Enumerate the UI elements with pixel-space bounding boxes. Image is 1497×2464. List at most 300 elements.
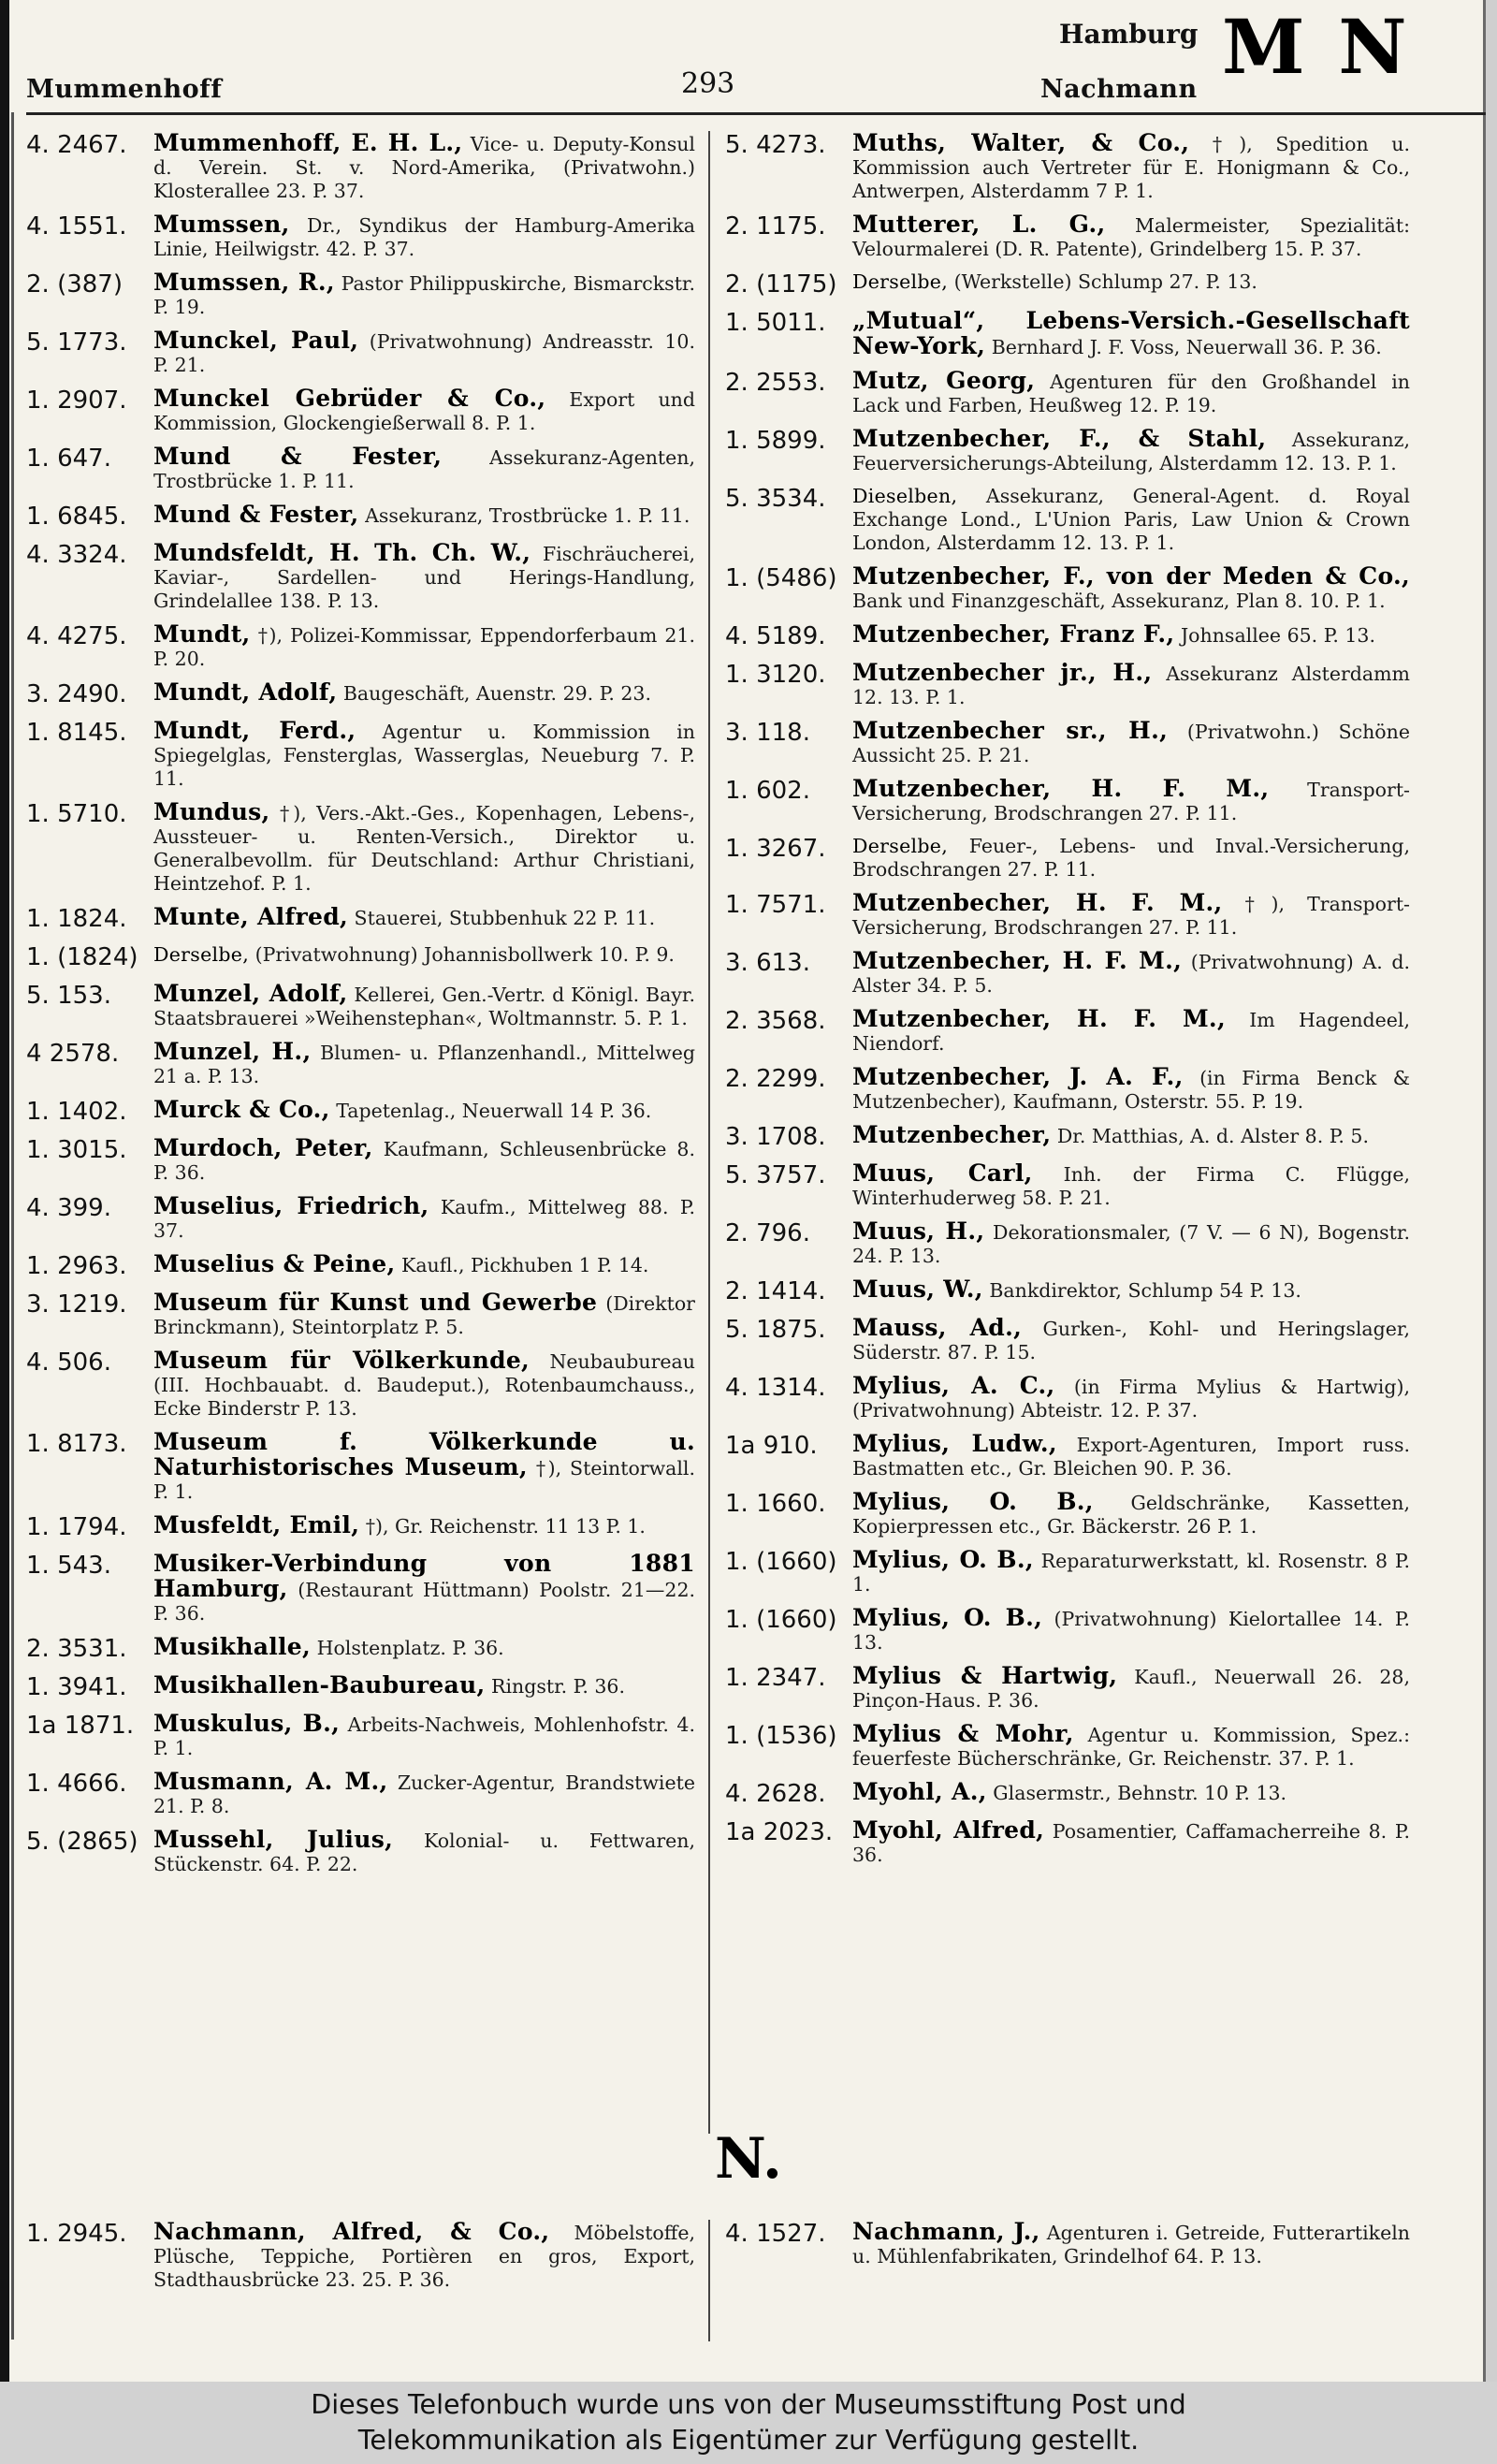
subscriber-name: Muselius & Peine, [153,1250,396,1277]
directory-entry [26,1770,695,1818]
subscriber-details: Arbeits-Nachweis, Mohlenhofstr. 4. P. 1. [153,1713,695,1759]
directory-entry [26,905,695,934]
directory-entry [725,891,1410,940]
subscriber-name: Derselbe, [852,835,949,857]
phone-number: 4. 399. [26,1194,111,1222]
book-spine-shadow [0,0,9,2382]
directory-entry [725,1007,1410,1056]
page-edge [1483,0,1497,2382]
phone-number: 4. 2467. [26,131,127,159]
subscriber-name: Museum f. Völkerkunde u. Naturhistorisches Museum, [153,1428,695,1480]
subscriber-name: Mund & Fester, [153,443,443,470]
entry-text [153,1673,695,1702]
subscriber-name: Munzel, H., [153,1038,312,1065]
directory-entry [725,427,1410,475]
entry-text [153,270,695,319]
directory-entry [26,212,695,261]
phone-number: 1. 4666. [26,1770,127,1798]
subscriber-details: (Direktor Brinckmann), Steintorplatz P. 5. [153,1292,695,1338]
phone-number: 1. 543. [26,1552,111,1580]
margin-line [11,112,14,2340]
subscriber-details: Assekuranz-Agenten, Trostbrücke 1. P. 11. [153,446,695,492]
phone-number: 2. 2299. [725,1065,826,1093]
subscriber-details: Assekuranz Alsterdamm 12. 13. P. 1. [852,663,1410,708]
phone-number: 3. 1219. [26,1290,127,1319]
subscriber-name: Mutz, Georg, [852,367,1036,394]
directory-entry [725,1722,1410,1771]
phone-number: 2. 3568. [725,1007,826,1035]
directory-entry [26,1552,695,1626]
subscriber-name: Mylius & Mohr, [852,1720,1074,1747]
directory-entry [725,270,1410,299]
subscriber-name: Mumssen, [153,211,290,238]
subscriber-details: Fischräucherei, Kaviar-, Sardellen- und Herings-Handlung, Grindelallee 138. P. 13. [153,543,695,612]
subscriber-details: Kaufmann, Schleusenbrücke 8. P. 36. [153,1138,695,1184]
entry-text [153,2220,695,2292]
directory-entry [26,1349,695,1421]
entry-text [852,485,1410,555]
subscriber-name: Mutzenbecher, H. F. M., [852,775,1270,802]
directory-entry [26,680,695,709]
directory-entry [725,949,1410,998]
subscriber-name: Murck & Co., [153,1096,330,1123]
phone-number: 4. 1527. [725,2220,826,2248]
subscriber-details: Im Hagendeel, Niendorf. [852,1009,1410,1055]
directory-entry [725,1161,1410,1210]
directory-entry [725,564,1410,613]
entry-text [852,1374,1410,1422]
directory-entry [725,1664,1410,1713]
entry-text [153,445,695,493]
subscriber-name: Mumssen, R., [153,269,335,296]
directory-entry [725,1548,1410,1596]
phone-number: 1. 2963. [26,1252,127,1280]
entry-text [852,270,1410,299]
phone-number: 1. 5710. [26,800,127,828]
subscriber-name: Muskulus, B., [153,1710,341,1737]
directory-entry [725,719,1410,767]
directory-entry [26,386,695,435]
phone-number: 4 2578. [26,1040,120,1068]
subscriber-name: Muus, H., [852,1217,985,1245]
subscriber-details: †), Transport-Versicherung, Brodschrangen 27. P. 11. [852,893,1410,939]
phone-number: 1a 1871. [26,1712,135,1740]
subscriber-details: Baugeschäft, Auenstr. 29. P. 23. [342,682,651,705]
subscriber-details: †), Vers.-Akt.-Ges., Kopenhagen, Lebens-, Aussteuer- u. Renten-Versich., Direktor u. Generalbevollm. für Deutschland: Arthur Christiani, Heintzehof. P. 1. [153,802,695,895]
entry-text [153,1136,695,1185]
subscriber-name: Mutzenbecher, F., von der Meden & Co., [852,562,1410,590]
directory-entry [26,982,695,1030]
phone-number: 4. 2628. [725,1780,826,1808]
entry-text [852,1606,1410,1655]
phone-number: 4. 5189. [725,622,826,650]
phone-number: 1. 8145. [26,719,127,747]
subscriber-name: Dieselben, [852,485,958,507]
subscriber-name: Munckel Gebrüder & Co., [153,385,546,412]
entry-text [852,427,1410,475]
entry-text [153,212,695,261]
entry-text [153,622,695,671]
directory-entry [725,1818,1410,1867]
header-city: Hamburg [1059,19,1199,50]
directory-entry [725,309,1410,359]
subscriber-details: Tapetenlag., Neuerwall 14 P. 36. [336,1100,652,1122]
entry-text [153,1430,695,1504]
directory-entry [26,131,695,203]
subscriber-details: Agentur u. Kommission, Spez.: feuerfeste Bücherschränke, Gr. Reichenstr. 37. P. 1. [852,1724,1410,1770]
entry-text [153,1290,695,1339]
entry-text [153,1828,695,1876]
phone-number: 1. 1660. [725,1490,826,1518]
phone-number: 3. 2490. [26,680,127,708]
subscriber-name: Mutzenbecher, H. F. M., [852,1005,1226,1032]
subscriber-name: Munckel, Paul, [153,327,359,354]
entry-text [153,1712,695,1760]
subscriber-name: Mylius, O. B., [852,1604,1043,1631]
directory-entry [26,1040,695,1088]
subscriber-details: Assekuranz, Feuerversicherungs-Abteilung, Alsterdamm 12. 13. P. 1. [852,429,1410,474]
directory-entry [26,943,695,972]
directory-entry [725,1065,1410,1114]
subscriber-details: (Privatwohnung) A. d. Alster 34. P. 5. [852,951,1410,997]
subscriber-details: (in Firma Benck & Mutzenbecher), Kaufmann, Osterstr. 55. P. 19. [852,1067,1410,1113]
directory-entry [26,1673,695,1702]
subscriber-name: Mutzenbecher, [852,1121,1052,1148]
subscriber-details: Dekorationsmaler, (7 V. — 6 N), Bogenstr. 24. P. 13. [852,1221,1410,1267]
directory-entry [725,1277,1410,1306]
subscriber-name: Museum für Kunst und Gewerbe [153,1289,598,1316]
directory-entry [26,1252,695,1281]
phone-number: 1. 1402. [26,1098,127,1126]
subscriber-name: Mundus, [153,798,270,825]
subscriber-name: Mylius, O. B., [852,1546,1034,1573]
phone-number: 1. 5899. [725,427,826,455]
subscriber-details: (Werkstelle) Schlump 27. P. 13. [953,270,1257,293]
phone-number: 1. 5011. [725,309,826,337]
subscriber-name: Musikhalle, [153,1633,312,1660]
phone-number: 1. 3120. [725,661,826,689]
entry-text [852,1432,1410,1480]
entry-text [153,905,695,934]
subscriber-name: Mundt, Ferd., [153,717,356,744]
subscriber-details: (Privatwohnung) Kielortallee 14. P. 13. [852,1608,1410,1654]
entry-text [153,503,695,532]
subscriber-name: Nachmann, J., [852,2218,1040,2245]
header-first-entry: Mummenhoff [26,75,223,104]
subscriber-details: Dr., Syndikus der Hamburg-Amerika Linie, Heilwigstr. 42. P. 37. [153,214,695,260]
phone-number: 1. 1794. [26,1513,127,1541]
phone-number: 2. 1175. [725,212,826,241]
subscriber-details: Assekuranz, Trostbrücke 1. P. 11. [365,504,690,527]
entry-text [153,1770,695,1818]
subscriber-details: Kellerei, Gen.-Vertr. d Königl. Bayr. Staatsbrauerei »Weihenstephan«, Woltmannstr. 5. P. 1. [153,984,695,1029]
directory-entry [26,541,695,613]
subscriber-details: Kaufl., Neuerwall 26. 28, Pinçon-Haus. P. 36. [852,1666,1410,1712]
phone-number: 1. (5486) [725,564,837,592]
subscriber-details: (in Firma Mylius & Hartwig), (Privatwohnung) Abteistr. 12. P. 37. [852,1376,1410,1422]
phone-number: 5. 3534. [725,485,826,513]
subscriber-name: Mundsfeldt, H. Th. Ch. W., [153,539,531,566]
directory-entry [725,485,1410,555]
phone-number: 5. 1875. [725,1316,826,1344]
subscriber-name: Mylius & Hartwig, [852,1662,1118,1689]
entry-text [852,777,1410,825]
directory-entry [725,1374,1410,1422]
subscriber-name: Mutzenbecher sr., H., [852,717,1169,744]
subscriber-details: †), Steintorwall. P. 1. [153,1457,696,1503]
subscriber-name: Derselbe, [852,270,949,293]
subscriber-name: Mussehl, Julius, [153,1826,394,1853]
directory-entry [725,622,1410,651]
subscriber-name: Mundt, [153,620,251,648]
subscriber-name: Museum für Völkerkunde, [153,1347,530,1374]
phone-number: 1a 2023. [725,1818,834,1846]
phone-number: 1. 1824. [26,905,127,933]
phone-number: 4. 1314. [725,1374,826,1402]
subscriber-details: Agenturen für den Großhandel in Lack und Farben, Heußweg 12. P. 19. [852,371,1410,416]
phone-number: 1. 2347. [725,1664,826,1692]
subscriber-name: Mutzenbecher, H. F. M., [852,889,1223,916]
entry-text [852,1161,1410,1210]
directory-entry [26,2220,695,2292]
entry-text [153,541,695,613]
entry-text [852,369,1410,417]
phone-number: 5. 1773. [26,328,127,357]
subscriber-name: Muus, Carl, [852,1159,1033,1187]
phone-number: 4. 1551. [26,212,127,241]
subscriber-name: Mundt, Adolf, [153,678,338,706]
entry-text [153,800,695,896]
subscriber-details: Transport-Versicherung, Brodschrangen 27. P. 11. [852,779,1410,824]
entry-text [153,1040,695,1088]
subscriber-details: Bank und Finanzgeschäft, Assekuranz, Plan 8. 10. P. 1. [852,590,1386,612]
phone-number: 2. 2553. [725,369,826,397]
entry-text [852,1123,1410,1152]
phone-number: 1. 8173. [26,1430,127,1458]
directory-entry [725,1219,1410,1268]
subscriber-details: Dr. Matthias, A. d. Alster 8. P. 5. [1056,1125,1369,1147]
subscriber-name: Muselius, Friedrich, [153,1192,429,1219]
entry-text [153,719,695,791]
phone-number: 1. 3267. [725,835,826,863]
phone-number: 1. 3941. [26,1673,127,1701]
subscriber-details: Kaufl., Pickhuben 1 P. 14. [401,1254,649,1276]
phone-number: 3. 118. [725,719,810,747]
entry-text [153,1252,695,1281]
entry-text [852,1818,1410,1867]
entry-text [852,719,1410,767]
subscriber-details: Agentur u. Kommission in Spiegelglas, Fensterglas, Wasserglas, Neueburg 7. P. 11. [153,721,695,790]
directory-entry [26,1136,695,1185]
subscriber-details: Blumen- u. Pflanzenhandl., Mittelweg 21 a. P. 13. [153,1042,695,1087]
directory-entry [725,369,1410,417]
header-letters: M N [1222,3,1411,91]
directory-entry [725,1316,1410,1364]
entry-text [852,1664,1410,1713]
subscriber-details: (Privatwohn.) Schöne Aussicht 25. P. 21. [852,721,1410,766]
subscriber-name: Mutzenbecher, J. A. F., [852,1063,1184,1090]
directory-entry [26,1513,695,1542]
phone-number: 1a 910. [725,1432,818,1460]
phone-number: 4. 4275. [26,622,127,650]
directory-entry [26,445,695,493]
footer-notice [0,2382,1497,2464]
entry-text [852,1277,1410,1306]
subscriber-details: Vice- u. Deputy-Konsul d. Verein. St. v. Nord-Amerika, (Privatwohn.) Klosterallee 23. P. 37. [153,133,695,202]
entry-text [852,891,1410,940]
directory-entry [725,777,1410,825]
subscriber-name: Mylius, Ludw., [852,1430,1057,1457]
entry-text [852,2220,1410,2268]
subscriber-name: Musikhallen-Baubureau, [153,1671,486,1699]
directory-entry [26,1635,695,1664]
subscriber-details: Neubaubureau (III. Hochbauabt. d. Baudeput.), Rotenbaumchauss., Ecke Binderstr P. 13. [153,1350,695,1420]
subscriber-name: Murdoch, Peter, [153,1134,373,1161]
subscriber-details: Pastor Philippuskirche, Bismarckstr. P. 19. [153,272,695,318]
subscriber-name: Myohl, A., [852,1778,987,1805]
phone-number: 4. 3324. [26,541,127,569]
subscriber-name: Musfeldt, Emil, [153,1511,360,1538]
phone-number: 2. 1414. [725,1277,826,1305]
subscriber-name: Muths, Walter, & Co., [852,129,1190,156]
footer-line-1: Dieses Telefonbuch wurde uns von der Museumsstiftung Post und [311,2389,1186,2420]
subscriber-details: Stauerei, Stubbenhuk 22 P. 11. [354,907,656,929]
n-right-column [725,2220,1410,2278]
subscriber-details: (Privatwohnung) Andreasstr. 10. P. 21. [153,330,695,376]
entry-text [153,1513,695,1542]
phone-number: 1. (1660) [725,1606,837,1634]
subscriber-details: Johnsallee 65. P. 13. [1180,624,1375,647]
entry-text [153,1194,695,1243]
directory-entry [725,131,1410,203]
subscriber-details: †), Spedition u. Kommission auch Vertreter für E. Honigmann & Co., Antwerpen, Alsterdamm 7 P. 1. [852,133,1410,202]
subscriber-details: Export und Kommission, Glockengießerwall 8. P. 1. [153,388,695,434]
page-number: 293 [681,67,735,100]
phone-number: 1. 2945. [26,2220,127,2248]
n-left-column [26,2220,695,2301]
subscriber-name: Mummenhoff, E. H. L., [153,129,463,156]
phone-number: 1. (1824) [26,943,138,971]
header-last-entry: Nachmann [1040,75,1198,104]
entry-text [852,1548,1410,1596]
phone-number: 1. 6845. [26,503,127,531]
subscriber-name: Munte, Alfred, [153,903,348,930]
phone-number: 1. (1660) [725,1548,837,1576]
subscriber-details: Kolonial- u. Fettwaren, Stückenstr. 64. P. 22. [153,1830,695,1875]
subscriber-name: Mutzenbecher jr., H., [852,659,1153,686]
phone-number: 1. 2907. [26,386,127,415]
phone-number: 3. 613. [725,949,810,977]
phone-number: 5. 3757. [725,1161,826,1189]
directory-entry [725,835,1410,882]
directory-entry [26,1194,695,1243]
phone-number: 2. 796. [725,1219,810,1247]
subscriber-name: Mutzenbecher, H. F. M., [852,947,1183,974]
phone-number: 2. (1175) [725,270,837,299]
subscriber-details: Bankdirektor, Schlump 54 P. 13. [989,1279,1301,1302]
subscriber-details: †), Gr. Reichenstr. 11 13 P. 1. [365,1515,646,1538]
subscriber-details: Inh. der Firma C. Flügge, Winterhuderweg 58. P. 21. [852,1163,1410,1209]
directory-entry [26,328,695,377]
subscriber-name: Nachmann, Alfred, & Co., [153,2218,550,2245]
directory-entry [26,1828,695,1876]
entry-text [852,661,1410,709]
directory-entry [725,1432,1410,1480]
entry-text [852,622,1410,651]
directory-entry [26,270,695,319]
phone-number: 2. 3531. [26,1635,127,1663]
directory-entry [26,800,695,896]
column-divider [708,131,710,2134]
subscriber-name: Derselbe, [153,943,250,966]
entry-text [153,680,695,709]
entry-text [153,1635,695,1664]
subscriber-name: Mauss, Ad., [852,1314,1023,1341]
n-column-divider [708,2220,710,2341]
entry-text [852,1780,1410,1809]
subscriber-details: Gurken-, Kohl- und Heringslager, Süderstr. 87. P. 15. [852,1318,1410,1363]
entry-text [153,328,695,377]
entry-text [852,835,1410,882]
right-column [725,131,1410,1876]
entry-text [852,949,1410,998]
subscriber-name: Mylius, A. C., [852,1372,1055,1399]
subscriber-name: Musiker-Verbindung von 1881 Hamburg, [153,1550,695,1602]
entry-text [852,131,1410,203]
subscriber-name: Munzel, Adolf, [153,980,348,1007]
directory-entry [725,212,1410,261]
entry-text [153,1349,695,1421]
entry-text [852,212,1410,261]
subscriber-name: Mutterer, L. G., [852,211,1106,238]
directory-entry [725,1780,1410,1809]
directory-entry [26,1430,695,1504]
subscriber-details: Möbelstoffe, Plüsche, Teppiche, Portièren en gros, Export, Stadthausbrücke 23. 25. P. 36. [153,2222,695,2291]
directory-entry [26,1290,695,1339]
subscriber-details: Zucker-Agentur, Brandstwiete 21. P. 8. [153,1771,695,1817]
entry-text [852,1065,1410,1114]
phone-number: 2. (387) [26,270,123,299]
entry-text [153,386,695,435]
entry-text [153,1552,695,1626]
entry-text [153,943,695,972]
subscriber-details: †), Polizei-Kommissar, Eppendorferbaum 21. P. 20. [153,624,695,670]
phone-number: 1. 647. [26,445,111,473]
entry-text [852,564,1410,613]
phone-number: 4. 506. [26,1349,111,1377]
subscriber-details: Assekuranz, General-Agent. d. Royal Exchange Lond., L'Union Paris, Law Union & Crown London, Alsterdamm 12. 13. P. 1. [852,485,1410,554]
phone-number: 5. 4273. [725,131,826,159]
directory-entry [725,1606,1410,1655]
directory-entry [26,719,695,791]
subscriber-name: Muus, W., [852,1276,983,1303]
entry-text [153,131,695,203]
subscriber-details: (Restaurant Hüttmann) Poolstr. 21—22. P. 36. [153,1579,695,1625]
subscriber-details: Feuer-, Lebens- und Inval.-Versicherung, Brodschrangen 27. P. 11. [852,835,1410,881]
directory-entry [725,1490,1410,1538]
subscriber-name: Mutzenbecher, F., & Stahl, [852,425,1267,452]
subscriber-name: Mutzenbecher, Franz F., [852,620,1175,648]
subscriber-details: Ringstr. P. 36. [491,1675,625,1698]
left-column [26,131,695,1886]
phone-number: 1. 602. [725,777,810,805]
subscriber-details: Posamentier, Caffamacherreihe 8. P. 36. [852,1820,1410,1866]
phone-number: 1. (1536) [725,1722,837,1750]
subscriber-details: (Privatwohnung) Johannisbollwerk 10. P. 9. [254,943,675,966]
subscriber-details: Holstenplatz. P. 36. [316,1637,504,1659]
directory-entry [725,2220,1410,2268]
phone-number: 1. 3015. [26,1136,127,1164]
